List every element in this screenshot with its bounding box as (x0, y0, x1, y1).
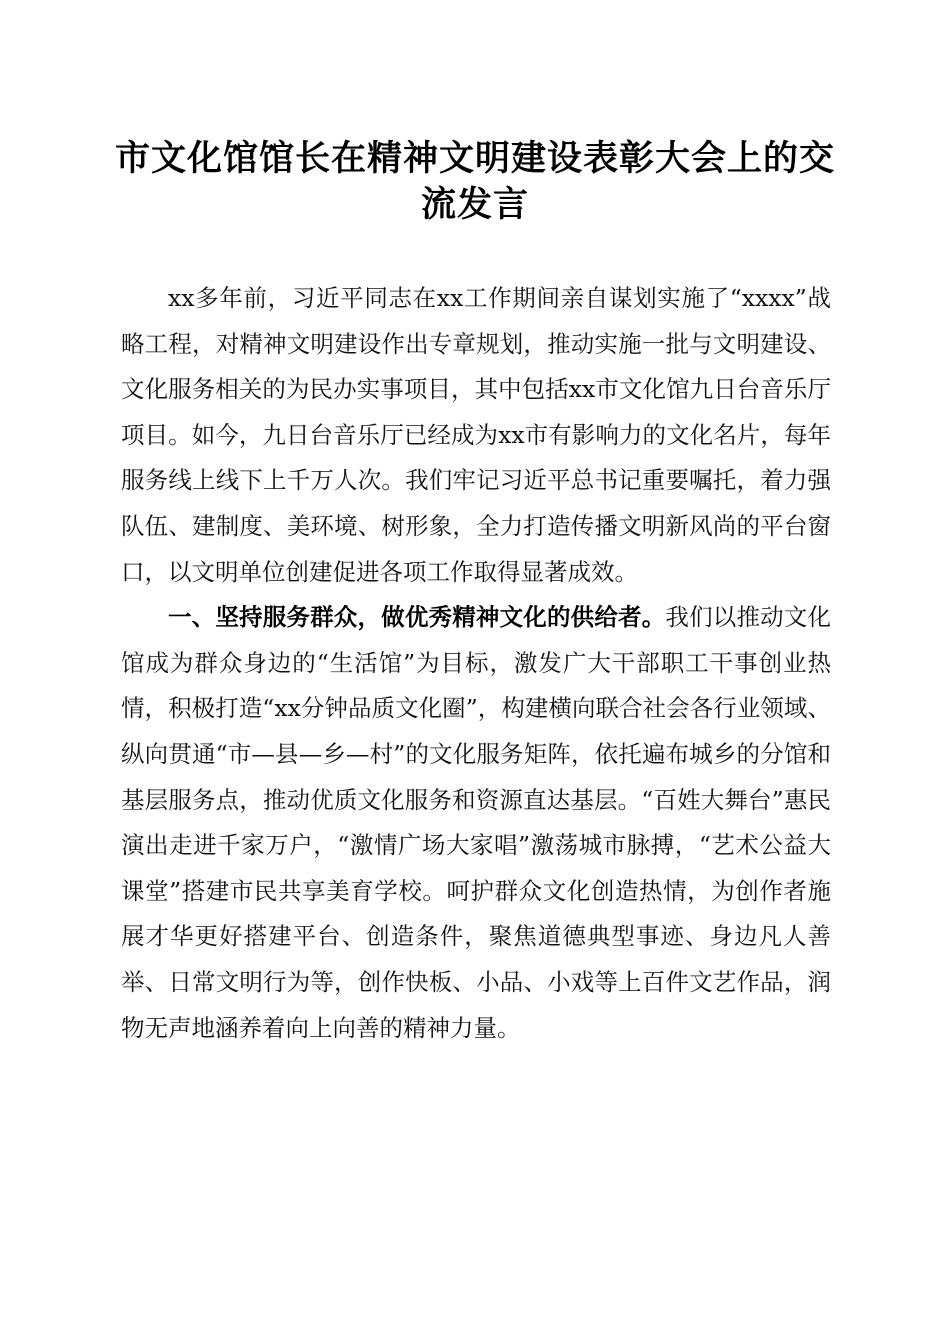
section-one-text: 我们以推动文化馆成为群众身边的“生活馆”为目标，激发广大干部职工干事创业热情，积极打造“xx分钟品质文化圈”，构建横向联合社会各行业领域、纵向贯通“市—县—乡—村”的文化服务矩阵，依托遍布城乡的分馆和基层服务点，推动优质文化服务和资源直达基层。“百姓大舞台”惠民演出走进千家万户，“激情广场大家唱”激荡城市脉搏，“艺术公益大课堂”搭建市民共享美育学校。呵护群众文化创造热情，为创作者施展才华更好搭建平台、创造条件，聚焦道德典型事迹、身边凡人善举、日常文明行为等，创作快板、小品、小戏等上百件文艺作品，润物无声地涵养着向上向善的精神力量。 (121, 603, 832, 1042)
intro-paragraph-text: xx多年前，习近平同志在xx工作期间亲自谋划实施了“xxxx”战略工程，对精神文明建设作出专章规划，推动实施一批与文明建设、文化服务相关的为民办实事项目，其中包括xx市文化馆九日台音乐厅项目。如今，九日台音乐厅已经成为xx市有影响力的文化名片，每年服务线上线下上千万人次。我们牢记习近平总书记重要嘱托，着力强队伍、建制度、美环境、树形象，全力打造传播文明新风尚的平台窗口，以文明单位创建促进各项工作取得显著成效。 (121, 284, 831, 586)
document-title: 市文化馆馆长在精神文明建设表彰大会上的交流发言 (114, 138, 835, 225)
intro-paragraph (121, 276, 831, 595)
section-one-paragraph (121, 595, 831, 1051)
section-one-heading: 一、坚持服务群众，做优秀精神文化的供给者。 (168, 603, 666, 632)
document-body (121, 276, 831, 1051)
